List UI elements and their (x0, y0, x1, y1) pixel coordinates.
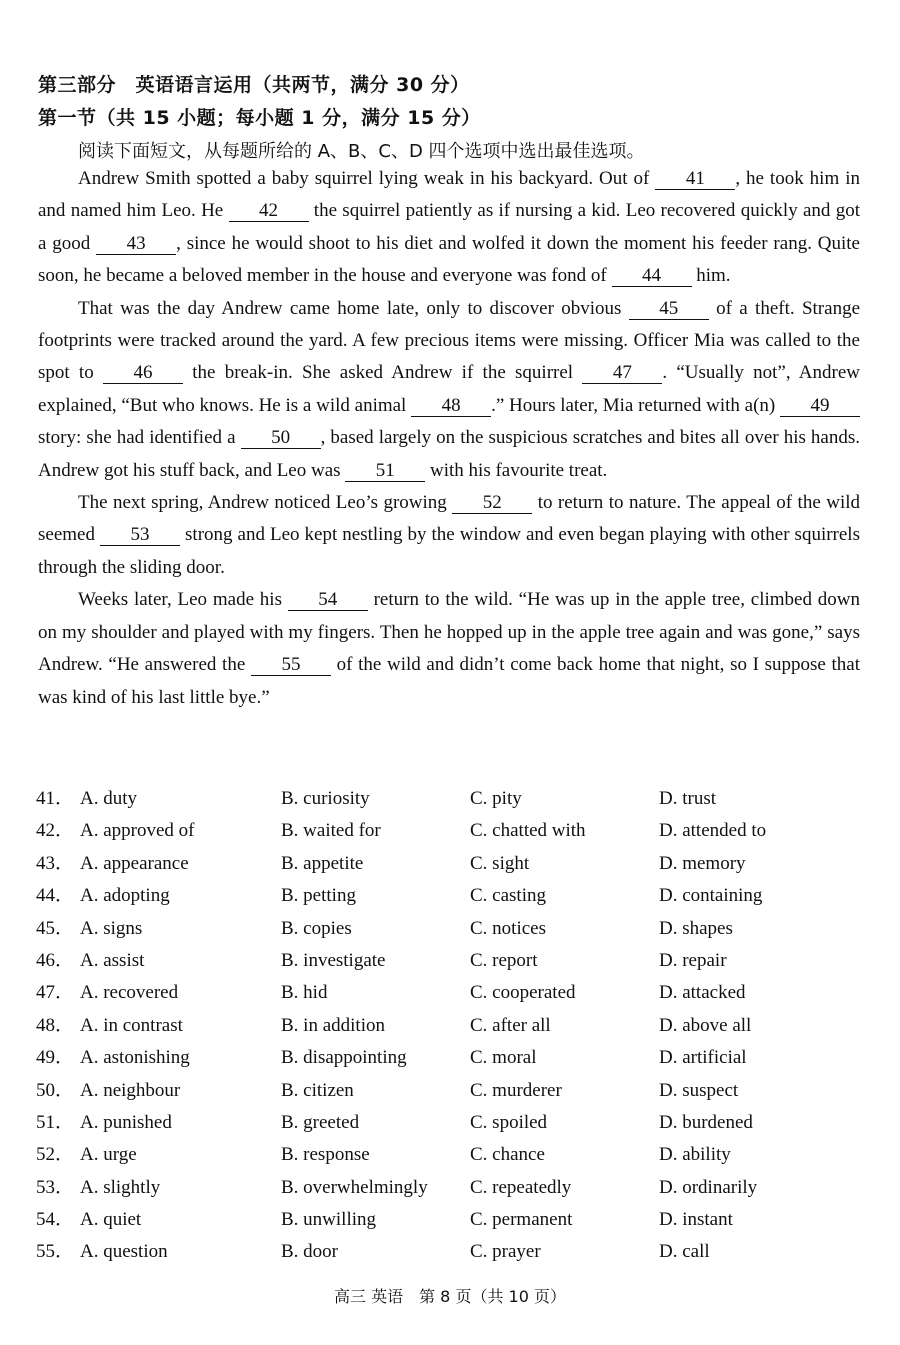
blank-48: 48 (411, 396, 491, 417)
option-b: B. disappointing (281, 1047, 407, 1069)
option-b: B. petting (281, 885, 356, 907)
blank-45: 45 (629, 299, 709, 320)
blank-46: 46 (103, 363, 183, 384)
question-row (36, 783, 866, 815)
option-c: C. moral (470, 1047, 537, 1069)
option-b: B. curiosity (281, 788, 370, 809)
option-c: C. notices (470, 917, 546, 939)
option-b: B. in addition (281, 1014, 385, 1036)
page-footer: 高三 英语 第 8 页（共 10 页） (334, 1287, 566, 1306)
option-c: C. prayer (470, 1241, 541, 1263)
option-a: A. quiet (80, 1209, 142, 1231)
passage-text: return to the wild. “He was up in the apple tree, climbed down on my shoulder and played with my fingers. Then he hopped up in the apple tree again and was gone,” says Andrew. “He answered the (38, 589, 860, 676)
option-b: B. citizen (281, 1079, 354, 1101)
passage-text: , since he would shoot to his diet and wolfed it down the moment his feeder rang. Quite soon, he became a beloved member in the house and everyone was fond of (38, 232, 860, 287)
blank-43: 43 (96, 234, 176, 255)
paragraph-3 (38, 487, 860, 584)
question-number: 50． (36, 1079, 75, 1101)
option-d: D. memory (659, 852, 746, 874)
blank-47: 47 (582, 363, 662, 384)
option-d: D. trust (659, 788, 716, 809)
question-row (36, 880, 866, 912)
question-row (36, 1075, 866, 1107)
paragraph-4 (38, 584, 860, 714)
option-a: A. urge (80, 1144, 137, 1166)
option-c: C. report (470, 949, 538, 971)
question-row (36, 945, 866, 977)
passage-text: Andrew Smith spotted a baby squirrel lying weak in his backyard. Out of (78, 168, 656, 189)
option-d: D. ordinarily (659, 1176, 758, 1198)
question-row (36, 1010, 866, 1042)
option-d: D. call (659, 1241, 710, 1263)
blank-55: 55 (251, 655, 331, 676)
option-c: C. repeatedly (470, 1176, 572, 1198)
option-a: A. duty (80, 788, 137, 809)
question-number: 41． (36, 788, 75, 809)
question-row (36, 913, 866, 945)
question-row (36, 1139, 866, 1171)
question-row (36, 1172, 866, 1204)
option-a: A. adopting (80, 885, 170, 907)
question-row (36, 815, 866, 847)
passage-text: strong and Leo kept nestling by the window and even began playing with other squirrels through the sliding door. (38, 524, 860, 578)
option-a: A. slightly (80, 1176, 161, 1198)
option-a: A. recovered (80, 982, 179, 1004)
question-row (36, 1236, 866, 1268)
option-d: D. attended to (659, 820, 767, 842)
passage-text: , he took him in and named him Leo. He (38, 168, 860, 222)
option-a: A. punished (80, 1111, 172, 1133)
question-number: 46． (36, 949, 75, 971)
option-b: B. unwilling (281, 1209, 377, 1231)
question-row (36, 848, 866, 880)
option-c: C. spoiled (470, 1111, 548, 1133)
question-row (36, 1204, 866, 1236)
paragraph-1 (38, 163, 860, 293)
option-d: D. instant (659, 1209, 733, 1231)
passage-text: the break-in. She asked Andrew if the squirrel (182, 362, 583, 384)
part-heading: 第三部分 英语语言运用（共两节，满分 30 分） (38, 74, 470, 96)
question-row (36, 1042, 866, 1074)
passage-text: with his favourite treat. (425, 459, 608, 481)
options-list (36, 783, 866, 1269)
blank-42: 42 (229, 201, 309, 222)
passage-text: story: she had identified a (38, 427, 241, 449)
question-number: 52． (36, 1144, 75, 1166)
option-c: C. sight (470, 852, 530, 874)
option-b: B. investigate (281, 949, 386, 971)
instruction-text: 阅读下面短文，从每题所给的 A、B、C、D 四个选项中选出最佳选项。 (78, 141, 645, 162)
option-b: B. response (281, 1144, 370, 1166)
option-b: B. copies (281, 917, 352, 939)
question-number: 51． (36, 1111, 75, 1133)
option-c: C. cooperated (470, 982, 576, 1004)
passage-text: him. (691, 265, 731, 287)
option-a: A. neighbour (80, 1079, 181, 1101)
passage-text: to return to nature. The appeal of the wild seemed (38, 492, 860, 546)
option-a: A. assist (80, 949, 145, 971)
passage-text: , based largely on the suspicious scratches and bites all over his hands. Andrew got his stuff back, and Leo was (38, 427, 861, 481)
option-d: D. ability (659, 1144, 731, 1166)
option-b: B. greeted (281, 1111, 360, 1133)
option-c: C. after all (470, 1014, 551, 1036)
question-row (36, 977, 866, 1009)
option-d: D. containing (659, 885, 763, 907)
paragraph-2 (38, 293, 860, 487)
question-number: 53． (36, 1176, 75, 1198)
question-number: 55． (36, 1241, 75, 1263)
blank-53: 53 (100, 525, 180, 546)
option-c: C. chance (470, 1144, 545, 1166)
option-d: D. shapes (659, 917, 733, 939)
question-number: 47． (36, 982, 75, 1004)
passage-text: the squirrel patiently as if nursing a kid. Leo recovered quickly and got a good (38, 200, 860, 254)
question-number: 49． (36, 1047, 75, 1069)
question-number: 45． (36, 917, 75, 939)
option-a: A. signs (80, 917, 143, 939)
passage-text: .” Hours later, Mia returned with a(n) (491, 394, 780, 416)
passage-text: The next spring, Andrew noticed Leo’s growing (78, 492, 453, 514)
passage-text: Weeks later, Leo made his (78, 589, 288, 611)
blank-52: 52 (452, 493, 532, 514)
passage-text: of the wild and didn’t come back home that night, so I suppose that was kind of his last little bye.” (38, 654, 861, 708)
option-a: A. approved of (80, 820, 195, 842)
option-d: D. repair (659, 949, 727, 971)
option-d: D. burdened (659, 1111, 753, 1133)
option-d: D. attacked (659, 982, 746, 1004)
blank-41: 41 (655, 169, 735, 190)
passage-text: . “Usually not”, Andrew explained, “But who knows. He is a wild animal (38, 362, 860, 416)
option-a: A. astonishing (80, 1047, 190, 1069)
option-d: D. artificial (659, 1047, 747, 1069)
question-number: 43． (36, 852, 75, 874)
blank-51: 51 (345, 461, 425, 482)
option-b: B. door (281, 1241, 338, 1263)
question-number: 44． (36, 885, 75, 907)
question-row (36, 1107, 866, 1139)
option-a: A. question (80, 1241, 168, 1263)
option-c: C. murderer (470, 1079, 562, 1101)
option-c: C. casting (470, 885, 546, 907)
passage-text: That was the day Andrew came home late, only to discover obvious (78, 297, 629, 319)
passage-text: of a theft. Strange footprints were tracked around the yard. A few precious items were missing. Officer Mia was called to the spot to (38, 297, 860, 384)
blank-49: 49 (780, 396, 860, 417)
blank-54: 54 (288, 590, 368, 611)
option-a: A. in contrast (80, 1014, 183, 1036)
option-b: B. waited for (281, 820, 381, 842)
option-c: C. chatted with (470, 820, 586, 842)
blank-44: 44 (612, 266, 692, 287)
option-c: C. pity (470, 788, 522, 809)
question-number: 48． (36, 1014, 75, 1036)
option-b: B. hid (281, 982, 328, 1004)
option-d: D. suspect (659, 1079, 739, 1101)
option-d: D. above all (659, 1014, 752, 1036)
option-b: B. appetite (281, 852, 364, 874)
question-number: 42． (36, 820, 75, 842)
question-number: 54． (36, 1209, 75, 1231)
blank-50: 50 (241, 428, 321, 449)
option-a: A. appearance (80, 852, 189, 874)
cloze-passage (38, 163, 860, 714)
option-b: B. overwhelmingly (281, 1176, 428, 1198)
section-heading: 第一节（共 15 小题；每小题 1 分，满分 15 分） (38, 107, 481, 129)
option-c: C. permanent (470, 1209, 573, 1231)
